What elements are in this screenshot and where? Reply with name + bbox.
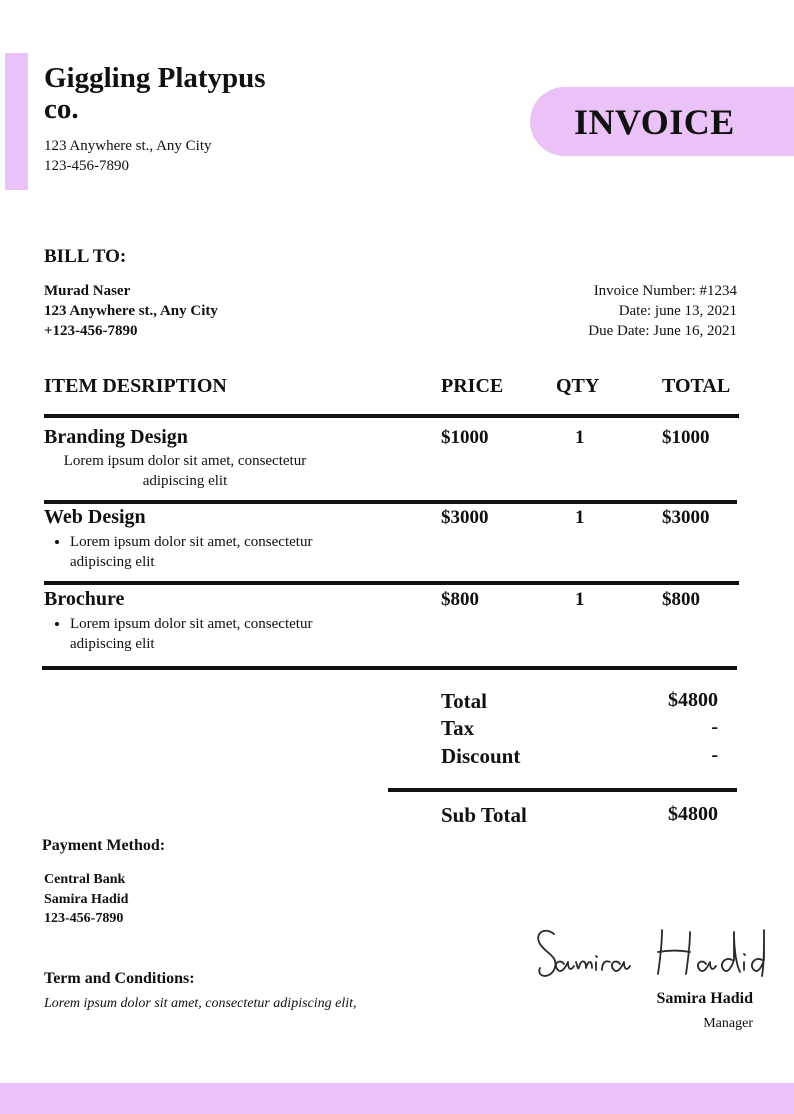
item-total: $800: [662, 589, 700, 610]
invoice-title: INVOICE: [574, 101, 735, 142]
client-address: 123 Anywhere st., Any City: [44, 303, 218, 319]
terms-text: Lorem ipsum dolor sit amet, consectetur adipiscing elit,: [44, 996, 357, 1011]
item-name: Brochure: [44, 588, 125, 610]
item-description-list: [48, 614, 330, 654]
signer-name: Samira Hadid: [656, 990, 753, 1007]
table-divider: [42, 666, 737, 670]
company-contact: [44, 136, 212, 176]
tax-label: Tax: [441, 716, 475, 740]
client-name: Murad Naser: [44, 283, 131, 299]
table-divider: [44, 581, 739, 585]
company-address: 123 Anywhere st., Any City: [44, 138, 212, 154]
company-name: Giggling Platypus co.: [44, 62, 266, 125]
company-phone: 123-456-7890: [44, 158, 129, 174]
item-qty: 1: [575, 507, 585, 528]
item-price: $3000: [441, 507, 489, 528]
total-label: Total: [441, 689, 487, 713]
item-total: $1000: [662, 427, 710, 448]
terms-heading: Term and Conditions:: [44, 970, 195, 987]
bill-to-heading: BILL TO:: [44, 246, 127, 267]
invoice-date: Date: june 13, 2021: [618, 303, 737, 319]
payment-account-number: 123-456-7890: [44, 911, 124, 926]
signer-role: Manager: [703, 1016, 753, 1031]
invoice-due-date: Due Date: June 16, 2021: [588, 323, 737, 339]
subtotal-label: Sub Total: [441, 803, 527, 827]
item-price: $1000: [441, 427, 489, 448]
signature: [530, 920, 766, 984]
discount-value: -: [711, 744, 718, 766]
item-description: • Lorem ipsum dolor sit amet, consectetur adipiscing elit: [70, 614, 330, 654]
invoice-meta: [588, 281, 737, 341]
item-description: Lorem ipsum dolor sit amet, consectetur adipiscing elit: [63, 453, 307, 489]
item-qty: 1: [575, 589, 585, 610]
payment-details: [44, 870, 128, 929]
payment-bank: Central Bank: [44, 872, 126, 887]
item-description-list: [48, 532, 330, 572]
item-total: $3000: [662, 507, 710, 528]
item-qty: 1: [575, 427, 585, 448]
table-divider: [44, 414, 739, 418]
discount-label: Discount: [441, 744, 521, 768]
column-header-total: TOTAL: [662, 375, 731, 397]
summary-divider: [388, 788, 737, 792]
item-price: $800: [441, 589, 479, 610]
client-phone: +123-456-7890: [44, 323, 138, 339]
tax-value: -: [711, 716, 718, 738]
column-header-description: ITEM DESRIPTION: [44, 375, 227, 397]
item-name: Web Design: [44, 506, 146, 528]
invoice-number: Invoice Number: #1234: [593, 283, 737, 299]
item-description: • Lorem ipsum dolor sit amet, consectetur adipiscing elit: [70, 532, 330, 572]
column-header-qty: QTY: [556, 375, 600, 397]
client-details: [44, 281, 218, 341]
subtotal-value: $4800: [668, 803, 718, 825]
column-header-price: PRICE: [441, 375, 504, 397]
payment-account-name: Samira Hadid: [44, 891, 129, 907]
payment-method-heading: Payment Method:: [42, 837, 166, 854]
total-value: $4800: [668, 689, 718, 711]
left-accent-bar: [5, 53, 28, 190]
bottom-accent-band: [0, 1083, 794, 1114]
table-divider: [44, 500, 737, 504]
invoice-banner: [530, 87, 794, 156]
item-name: Branding Design: [44, 426, 188, 448]
